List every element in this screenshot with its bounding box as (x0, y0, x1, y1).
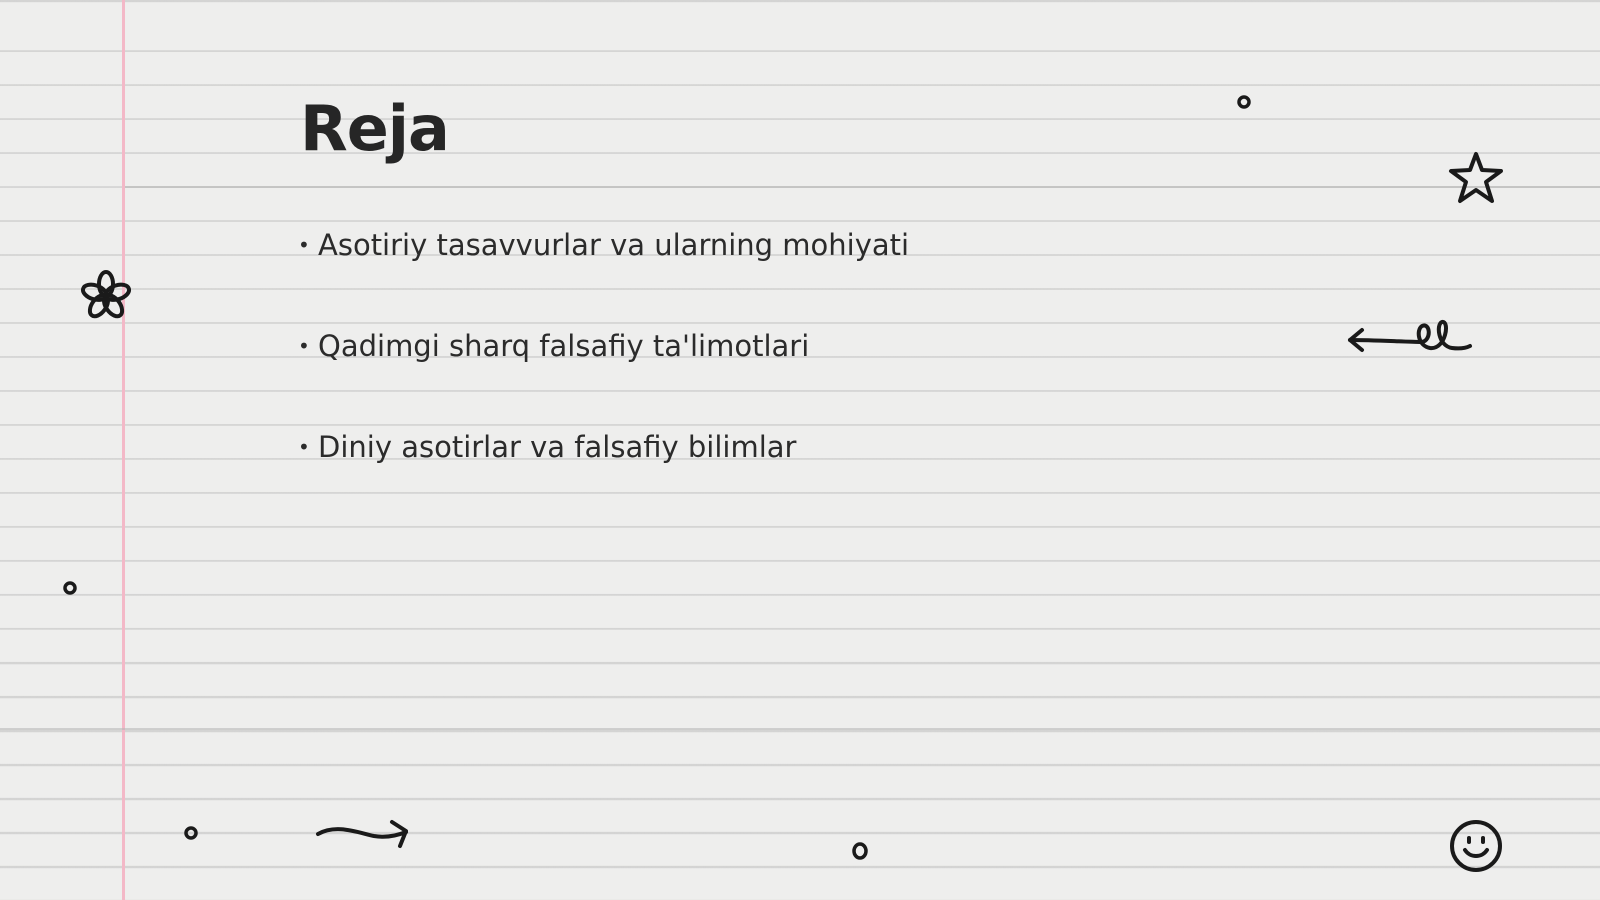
dot-circle-icon (183, 825, 199, 841)
bullet-item (298, 422, 909, 523)
flower-icon (78, 268, 134, 324)
dot-circle-icon (62, 580, 78, 596)
bullet-item (298, 321, 909, 422)
bullet-list (298, 220, 909, 523)
bullet-text: Asotiriy tasavvurlar va ularning mohiyati (318, 228, 910, 262)
slide-title: Reja (300, 92, 449, 165)
squiggle-arrow-left-icon (1346, 316, 1476, 360)
title-rule (125, 186, 1600, 188)
bullet-text: Diniy asotirlar va falsafiy bilimlar (318, 430, 797, 464)
smiley-face-icon (1448, 818, 1504, 874)
bullet-marker: • (298, 435, 310, 459)
dot-circle-icon (850, 840, 870, 862)
star-icon (1446, 150, 1506, 206)
bullet-marker: • (298, 334, 310, 358)
bullet-text: Qadimgi sharq falsafiy ta'limotlari (318, 329, 810, 363)
dot-circle-icon (1236, 94, 1252, 110)
content-rule-bottom (0, 728, 1600, 730)
margin-line (122, 0, 125, 900)
arrow-right-icon (316, 816, 412, 848)
bullet-marker: • (298, 233, 310, 257)
bullet-item (298, 220, 909, 321)
